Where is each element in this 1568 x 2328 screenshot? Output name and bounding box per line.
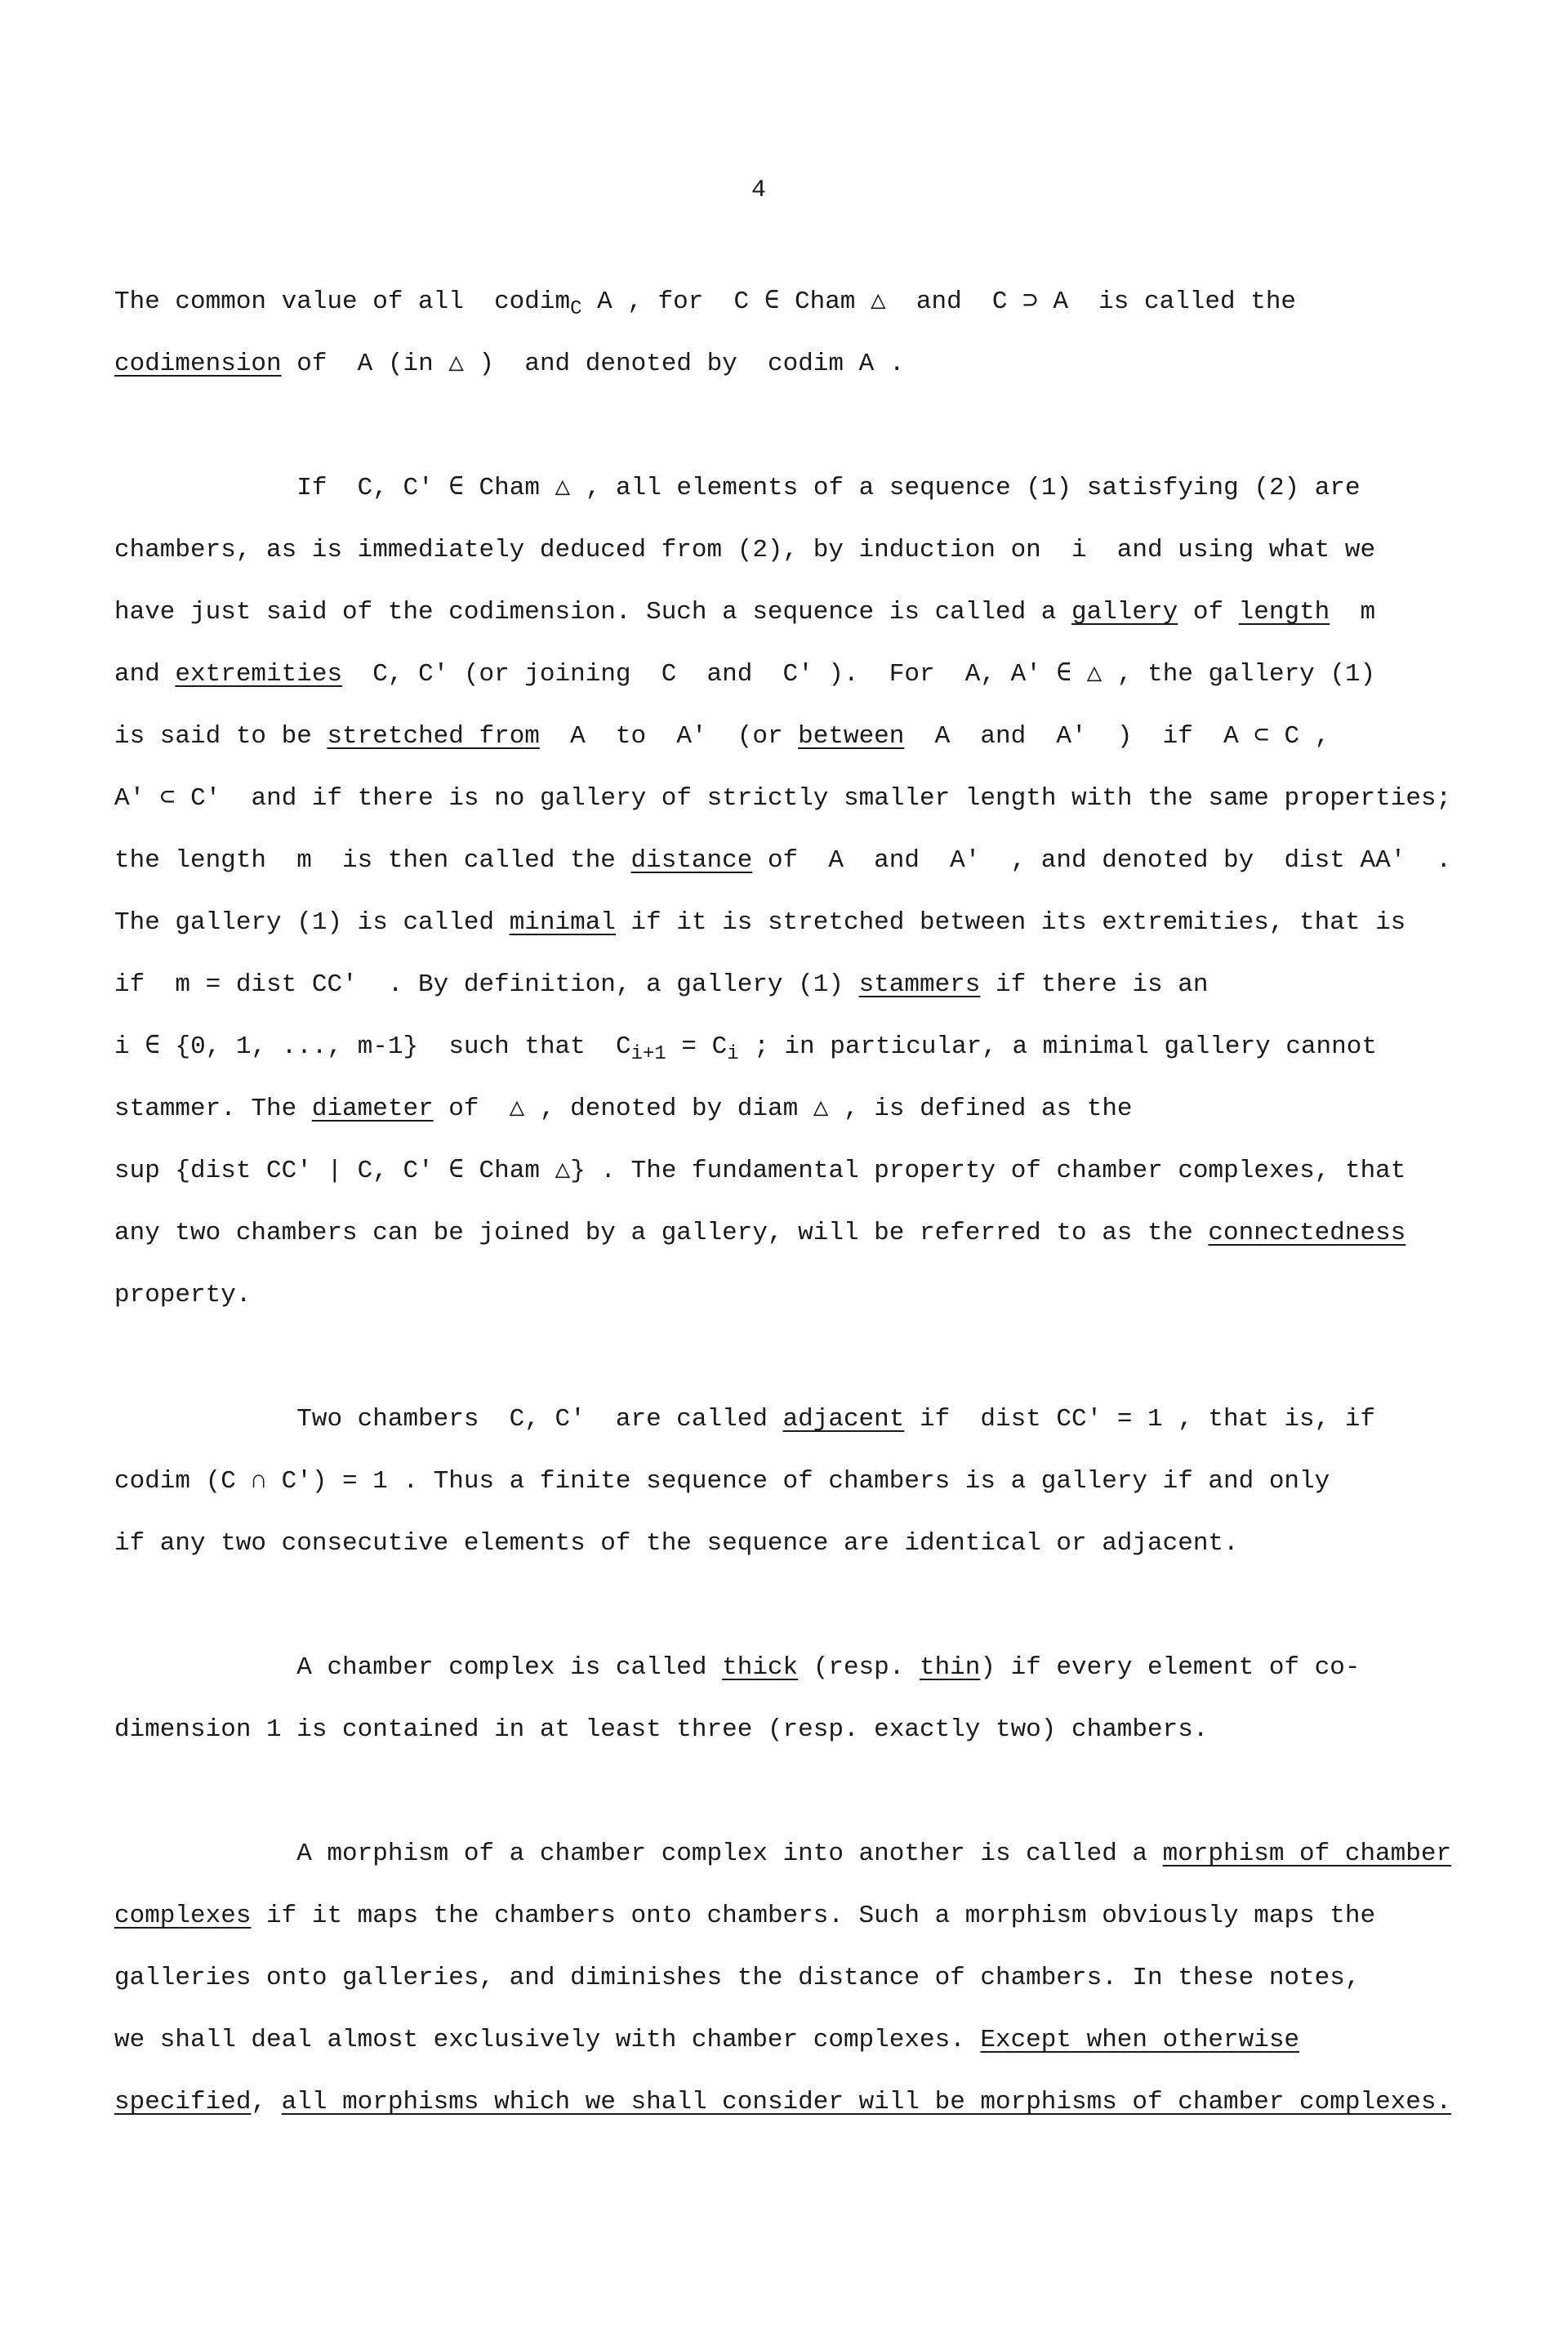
underlined-term: stammers <box>858 970 981 999</box>
text-run: codim (C ∩ C') = 1 . Thus a finite sequence of chambers is a gallery if and only <box>114 1467 1330 1496</box>
text-run: , <box>251 2088 282 2116</box>
text-run: (resp. <box>798 1653 920 1682</box>
text-run: The common value of all codim <box>114 288 571 316</box>
subscript: i <box>727 1043 739 1066</box>
text-run: sup {dist CC' | C, C' ∈ Cham △} . The fundamental property of chamber complexes, that <box>114 1157 1406 1185</box>
underlined-term: specified <box>114 2088 252 2116</box>
text-run: any two chambers can be joined by a gallery, will be referred to as the <box>114 1219 1209 1247</box>
text-run: if m = dist CC' . By definition, a gallery (1) <box>114 970 859 999</box>
text-run: property. <box>114 1281 252 1309</box>
text-run: if dist CC' = 1 , that is, if <box>904 1405 1376 1434</box>
text-line <box>114 720 1330 753</box>
underlined-term: complexes <box>114 1902 252 1930</box>
text-run: of <box>1178 598 1239 627</box>
text-run: Two chambers C, C' are called <box>114 1405 783 1434</box>
underlined-term: between <box>798 722 905 751</box>
text-line <box>114 658 1375 691</box>
text-line <box>114 2086 1451 2119</box>
text-run: of △ , denoted by diam △ , is defined as the <box>433 1095 1133 1123</box>
text-run: we shall deal almost exclusively with chamber complexes. <box>114 2026 981 2054</box>
text-line <box>114 1527 1239 1560</box>
text-line <box>114 845 1451 877</box>
underlined-term: gallery <box>1071 598 1178 627</box>
underlined-term: stretched from <box>327 722 540 751</box>
page-number: 4 <box>751 176 767 204</box>
text-line <box>114 1217 1405 1250</box>
text-line <box>114 907 1405 939</box>
underlined-term: thick <box>722 1653 799 1682</box>
text-run: galleries onto galleries, and diminishes the distance of chambers. In these notes, <box>114 1964 1361 1992</box>
text-run: if it is stretched between its extremities, that is <box>615 908 1406 937</box>
text-line <box>114 1962 1360 1995</box>
underlined-term: thin <box>919 1653 981 1682</box>
text-run: A , for C ∈ Cham △ and C ⊃ A is called the <box>581 288 1297 316</box>
text-line <box>114 348 904 381</box>
text-run: m <box>1330 598 1376 627</box>
text-line <box>114 1093 1133 1126</box>
text-run: stammer. The <box>114 1095 312 1123</box>
underlined-term: Except when otherwise <box>980 2026 1300 2054</box>
underlined-term: codimension <box>114 350 282 378</box>
text-run: = C <box>666 1032 728 1061</box>
text-run: ) if every element of co- <box>980 1653 1361 1682</box>
text-line <box>114 1838 1451 1871</box>
text-line <box>114 596 1375 629</box>
text-line <box>114 1714 1208 1746</box>
text-run: chambers, as is immediately deduced from (2), by induction on i and using what we <box>114 536 1376 564</box>
underlined-term: extremities <box>175 660 343 689</box>
text-line <box>114 783 1451 815</box>
text-line <box>114 1652 1360 1684</box>
text-run: A morphism of a chamber complex into another is called a <box>114 1840 1163 1868</box>
text-run: and <box>114 660 176 689</box>
text-run: A and A' ) if A ⊂ C , <box>904 722 1330 751</box>
text-run: of A (in △ ) and denoted by codim A . <box>281 350 905 378</box>
text-run: the length m is then called the <box>114 846 631 875</box>
underlined-term: diameter <box>311 1095 434 1123</box>
text-run: is said to be <box>114 722 327 751</box>
text-run: A chamber complex is called <box>114 1653 723 1682</box>
underlined-term: adjacent <box>782 1405 905 1434</box>
underlined-term: morphism of chamber <box>1162 1840 1452 1868</box>
text-run: The gallery (1) is called <box>114 908 510 937</box>
text-run: C, C' (or joining C and C' ). For A, A' ∈ △ , the gallery (1) <box>342 660 1376 689</box>
text-run: i ∈ {0, 1, ..., m-1} such that C <box>114 1032 631 1061</box>
text-line <box>114 1403 1375 1436</box>
text-run: A to A' (or <box>539 722 799 751</box>
text-line <box>114 286 1296 326</box>
text-line <box>114 1031 1377 1071</box>
text-run: if it maps the chambers onto chambers. Such a morphism obviously maps the <box>251 1902 1376 1930</box>
underlined-term: minimal <box>509 908 616 937</box>
subscript: C <box>570 298 582 321</box>
text-run: if there is an <box>980 970 1209 999</box>
text-line <box>114 1155 1405 1188</box>
text-line <box>114 1900 1375 1933</box>
text-run: of A and A' , and denoted by dist AA' . <box>752 846 1452 875</box>
text-line <box>114 2024 1299 2057</box>
text-line <box>114 1279 251 1312</box>
underlined-term: length <box>1238 598 1330 627</box>
text-line <box>114 969 1208 1001</box>
underlined-term: connectedness <box>1208 1219 1406 1247</box>
text-run: If C, C' ∈ Cham △ , all elements of a sequence (1) satisfying (2) are <box>114 474 1361 502</box>
text-line <box>114 472 1361 505</box>
text-run: ; in particular, a minimal gallery cannot <box>738 1032 1377 1061</box>
text-run: A' ⊂ C' and if there is no gallery of strictly smaller length with the same properties; <box>114 784 1452 813</box>
text-run: dimension 1 is contained in at least three (resp. exactly two) chambers. <box>114 1715 1209 1744</box>
underlined-term: all morphisms which we shall consider will be morphisms of chamber complexes. <box>281 2088 1452 2116</box>
subscript: i+1 <box>630 1043 666 1066</box>
underlined-term: distance <box>630 846 753 875</box>
text-run: have just said of the codimension. Such a sequence is called a <box>114 598 1071 627</box>
text-run: if any two consecutive elements of the sequence are identical or adjacent. <box>114 1529 1239 1558</box>
text-line <box>114 534 1375 567</box>
text-line <box>114 1465 1330 1498</box>
